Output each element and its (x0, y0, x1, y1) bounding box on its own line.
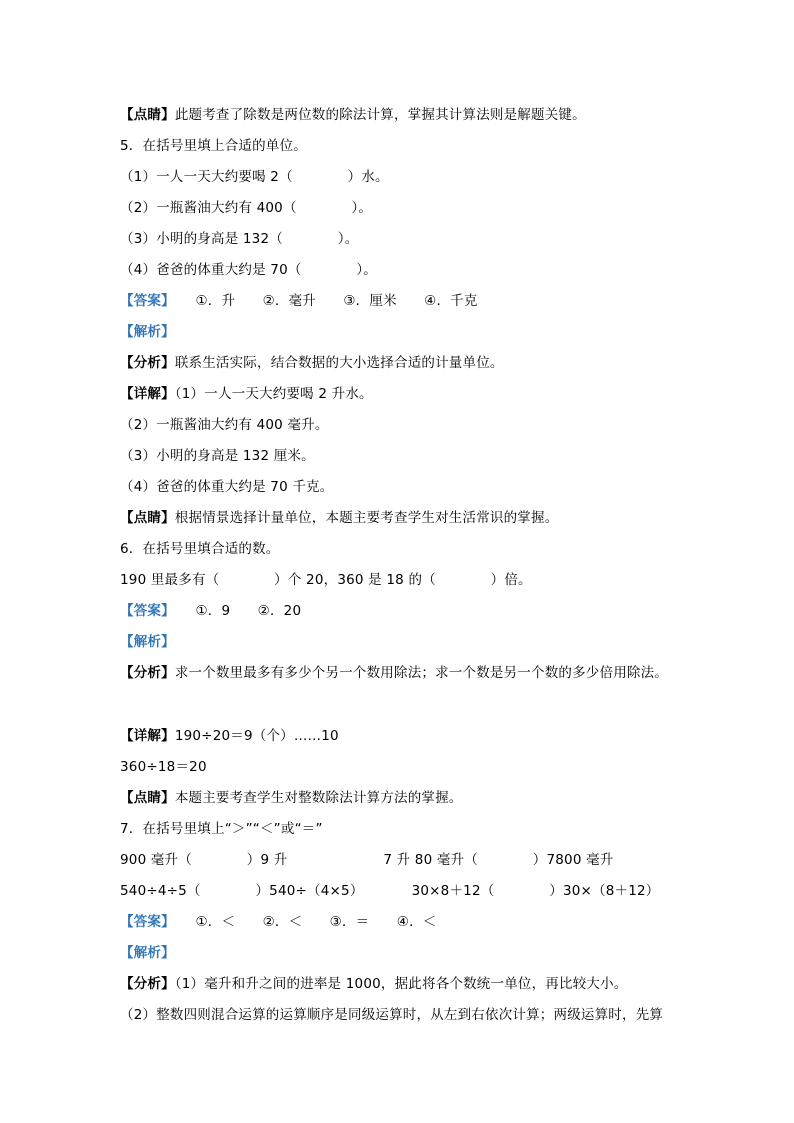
question-5-item-2: （2）一瓶酱油大约有 400（ ）。 (120, 200, 373, 216)
question-7-title: 7．在括号里填上“＞”“＜”或“＝” (120, 821, 323, 837)
detail-6-2: 360÷18＝20 (120, 759, 207, 775)
analysis-5: 【分析】联系生活实际，结合数据的大小选择合适的计量单位。 (120, 355, 504, 371)
jiexi-6: 【解析】 (120, 634, 175, 650)
question-6-body: 190 里最多有（ ）个 20，360 是 18 的（ ）倍。 (120, 572, 532, 588)
dianjing-6: 【点睛】本题主要考查学生对整数除法计算方法的掌握。 (120, 790, 463, 806)
detail-5-4: （4）爸爸的体重大约是 70 千克。 (120, 479, 334, 495)
answer-6: 【答案】 ①．9 ②．20 (120, 603, 302, 619)
answer-7: 【答案】 ①．＜ ②．＜ ③．＝ ④．＜ (120, 914, 437, 930)
detail-5-1: 【详解】（1）一人一天大约要喝 2 升水。 (120, 386, 373, 402)
analysis-6: 【分析】求一个数里最多有多少个另一个数用除法；求一个数是另一个数的多少倍用除法。 (120, 665, 669, 681)
detail-6-1: 【详解】190÷20＝9（个）……10 (120, 728, 339, 744)
question-5-item-4: （4）爸爸的体重大约是 70（ ）。 (120, 262, 378, 278)
question-7-row-2: 540÷4÷5（ ）540÷（4×5） 30×8＋12（ ）30×（8＋12） (120, 883, 660, 899)
answer-5: 【答案】 ①．升 ②．毫升 ③．厘米 ④．千克 (120, 293, 478, 309)
question-6-title: 6．在括号里填合适的数。 (120, 541, 280, 557)
dianjing-5: 【点睛】根据情景选择计量单位，本题主要考查学生对生活常识的掌握。 (120, 510, 559, 526)
line-dianjing-1: 【点睛】此题考查了除数是两位数的除法计算，掌握其计算法则是解题关键。 (120, 107, 586, 123)
detail-5-3: （3）小明的身高是 132 厘米。 (120, 448, 315, 464)
analysis-7-1: 【分析】（1）毫升和升之间的进率是 1000，据此将各个数统一单位，再比较大小。 (120, 976, 628, 992)
analysis-7-2: （2）整数四则混合运算的运算顺序是同级运算时，从左到右依次计算；两级运算时，先算 (120, 1007, 664, 1023)
detail-5-2: （2）一瓶酱油大约有 400 毫升。 (120, 417, 329, 433)
question-5-title: 5．在括号里填上合适的单位。 (120, 138, 307, 154)
question-7-row-1: 900 毫升（ ）9 升 7 升 80 毫升（ ）7800 毫升 (120, 852, 614, 868)
question-5-item-3: （3）小明的身高是 132（ ）。 (120, 231, 359, 247)
jiexi-5: 【解析】 (120, 324, 175, 340)
question-5-item-1: （1）一人一天大约要喝 2（ ）水。 (120, 169, 389, 185)
jiexi-7: 【解析】 (120, 945, 175, 961)
